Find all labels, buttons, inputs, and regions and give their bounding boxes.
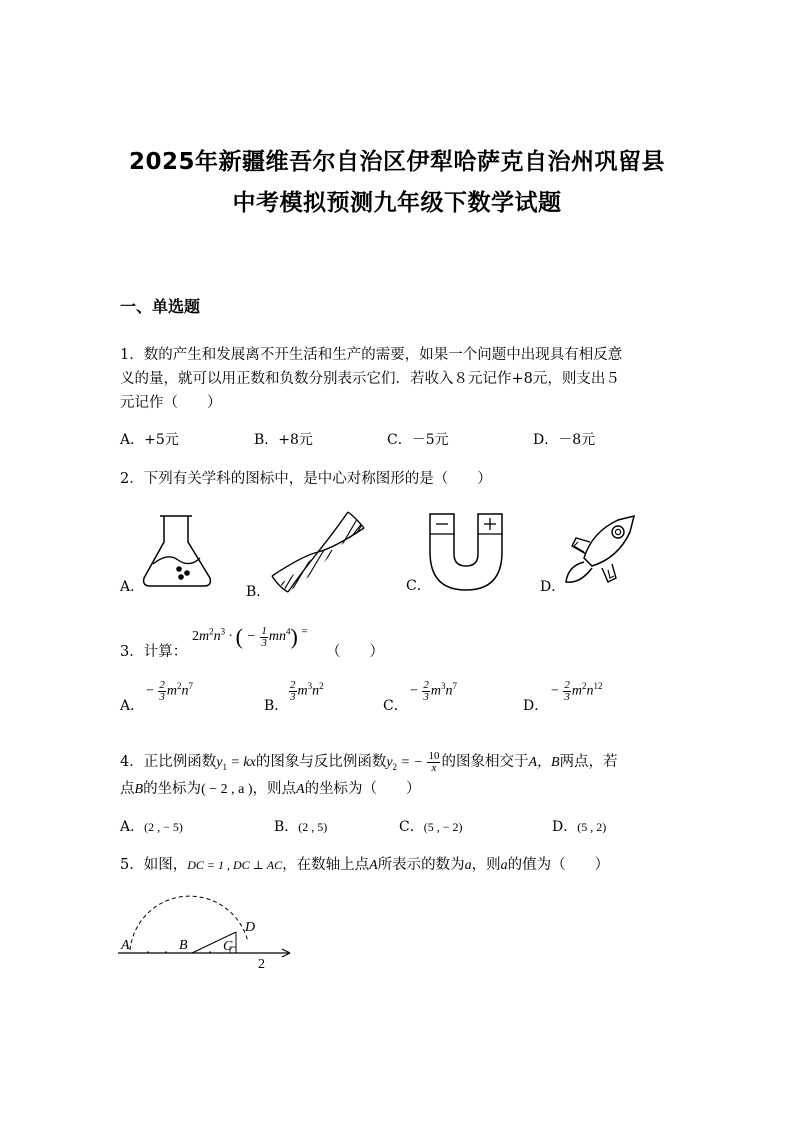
q4-option-c[interactable] [399, 816, 462, 836]
q2-option-a-label[interactable]: A． [120, 579, 145, 595]
q3-expression: $2m^2n^3$ · ( − $\frac{1}{3}$ $mn^4$) = [192, 624, 308, 649]
flask-dot-3 [178, 574, 184, 580]
q3-option-c-expr[interactable]: − $\frac{2}{3}$ $m^3n^7$ [410, 679, 458, 703]
q4-option-c-value: (5 , − 2) [423, 820, 463, 834]
label-c: C [223, 939, 233, 954]
q4-option-c-label: C． [399, 819, 424, 835]
q1-option-a[interactable]: A．+5元 [120, 432, 179, 448]
q3-option-a-label[interactable]: A． [120, 698, 145, 714]
q4-option-a-value: (2 , − 5) [144, 820, 183, 834]
q2-option-d-label[interactable]: D． [540, 579, 566, 595]
q4-text-5: 点 [120, 781, 135, 797]
q4-option-d-label: D． [552, 819, 578, 835]
q4-coord-b: ( − 2 , a ) [201, 782, 253, 797]
tick-dot-1 [147, 951, 149, 953]
q4-text-8: 的坐标为（ ） [304, 781, 421, 797]
q1-option-d[interactable]: D．－8元 [533, 432, 596, 448]
q5-text-3: 所表示的数为 [377, 857, 465, 873]
q3-option-d-expr[interactable]: − $\frac{2}{3}$ $m^2n^{12}$ [551, 679, 603, 703]
q4-option-a-label: A． [120, 819, 145, 835]
q5-text-2: ，在数轴上点 [282, 857, 370, 873]
q4-text-2: 的图象与反比例函数 [255, 754, 387, 770]
q5-text-5: 的值为（ ） [507, 857, 610, 873]
q2-stem: 2．下列有关学科的图标中，是中心对称图形的是（ ） [120, 471, 492, 487]
q5-text-1: 5．如图， [120, 857, 188, 873]
flask-dot-1 [176, 566, 182, 572]
q2-option-c-label[interactable]: C． [406, 578, 431, 594]
q3-option-d-label[interactable]: D． [523, 698, 549, 714]
q4-points-ab: A，B [528, 755, 560, 770]
magnet-icon[interactable] [426, 512, 506, 592]
q4-text-1: 4．正比例函数 [120, 754, 217, 770]
q4-option-b-value: (2 , 5) [298, 820, 328, 834]
q4-line-2 [120, 777, 421, 798]
q3-prefix: 3．计算： [120, 644, 188, 660]
q1-line-1: 1．数的产生和发展离不开生活和生产的需要，如果一个问题中出现具有相反意 [120, 347, 623, 363]
q4-point-a: A [296, 782, 305, 797]
q5-point-a: A [369, 858, 378, 873]
label-d: D [245, 920, 256, 935]
q3-option-c-label[interactable]: C． [383, 698, 408, 714]
q3-option-a-expr[interactable]: − $\frac{2}{3}$ $m^2n^7$ [146, 679, 194, 703]
q4-text-3: 的图象相交于 [441, 754, 529, 770]
title-line-2: 中考模拟预测九年级下数学试题 [232, 190, 562, 216]
q5-condition: DC = 1 , DC ⊥ AC [187, 858, 283, 872]
q4-option-d-value: (5 , 2) [577, 820, 607, 834]
q4-point-b: B [134, 782, 144, 797]
flask-icon[interactable] [140, 512, 214, 590]
q4-option-b-label: B． [274, 819, 299, 835]
q1-line-2: 义的量，就可以用正数和负数分别表示它们．若收入８元记作+8元，则支出５ [120, 371, 620, 387]
q4-option-a[interactable] [120, 816, 183, 836]
q3-option-b-label[interactable]: B． [264, 698, 289, 714]
section-heading: 一、单选题 [120, 297, 201, 316]
q4-text-7: ，则点 [252, 781, 296, 797]
q4-inverse-function: $y_2$ = − $\frac{10}{x}$ [386, 750, 440, 775]
q4-option-d[interactable] [552, 816, 606, 836]
label-b: B [179, 938, 188, 953]
q4-text-4: 两点，若 [559, 754, 618, 770]
number-line-figure [114, 892, 300, 972]
flask-dot-2 [184, 570, 190, 576]
tick-label-2: 2 [258, 957, 265, 972]
label-a: A [121, 938, 130, 953]
rocket-icon[interactable] [562, 512, 642, 592]
q5-stem [120, 853, 609, 874]
q4-line-1 [120, 750, 618, 774]
q5-var-a-1: a [464, 858, 472, 873]
q5-var-a-2: a [500, 858, 508, 873]
tick-dot-2 [165, 951, 167, 953]
tick-dot-3 [209, 951, 211, 953]
q1-line-3: 元记作（ ） [120, 395, 222, 411]
q1-option-b[interactable]: B．+8元 [254, 432, 313, 448]
q5-text-4: ，则 [471, 857, 501, 873]
q4-text-6: 的坐标为 [143, 781, 202, 797]
q1-option-c[interactable]: C．－5元 [387, 432, 449, 448]
q4-option-b[interactable] [274, 816, 327, 836]
title-line-1: 2025年新疆维吾尔自治区伊犁哈萨克自治州巩留县 [128, 149, 665, 175]
dna-helix-icon[interactable] [268, 510, 368, 594]
q4-direct-function: $y_1$ = kx [216, 755, 256, 772]
q3-answer-paren: （ ） [326, 644, 384, 660]
q2-option-b-label[interactable]: B． [246, 584, 271, 600]
q3-option-b-expr[interactable]: $\frac{2}{3}$ $m^3n^2$ [290, 679, 324, 703]
